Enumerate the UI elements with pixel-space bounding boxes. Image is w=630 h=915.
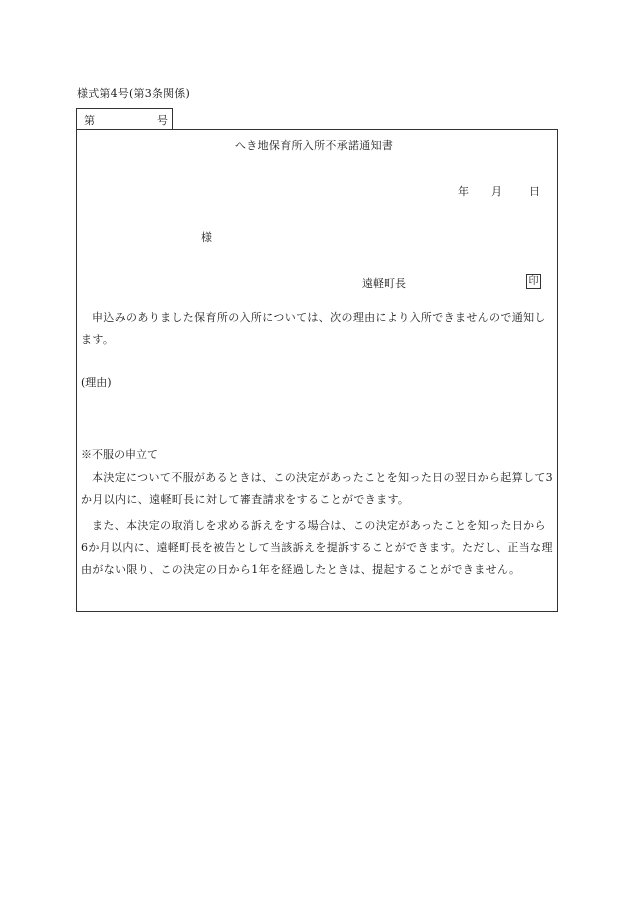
notice-body [76,129,558,612]
objection-heading: ※不服の申立て [81,448,158,461]
number-suffix: 号 [157,114,168,127]
number-prefix: 第 [84,114,95,127]
seal-stamp: 印 [526,274,541,289]
document-number-box [76,108,173,129]
date-year-label: 年 [458,185,469,198]
document-title: へき地保育所入所不承諾通知書 [235,139,394,152]
addressee-suffix: 様 [201,231,212,244]
objection-paragraph-2: また、本決定の取消しを求める訴えをする場合は、この決定があったことを知った日から6か月以内に、遠軽町長を被告として当該訴えを提訴することができます。ただし、正当な理由がない限り、この決定の日から1年を経過したときは、提起することができません。 [81,519,553,576]
reason-label: (理由) [81,376,112,389]
issuer-name: 遠軽町長 [362,277,406,290]
notice-text: 申込みのありました保育所の入所については、次の理由により入所できませんので通知します。 [81,311,546,346]
date-month-label: 月 [491,185,502,198]
form-id: 様式第4号(第3条関係) [77,87,190,100]
objection-paragraph-1: 本決定について不服があるときは、この決定があったことを知った日の翌日から起算して3か月以内に、遠軽町長に対して審査請求をすることができます。 [81,471,554,506]
date-day-label: 日 [529,185,540,198]
